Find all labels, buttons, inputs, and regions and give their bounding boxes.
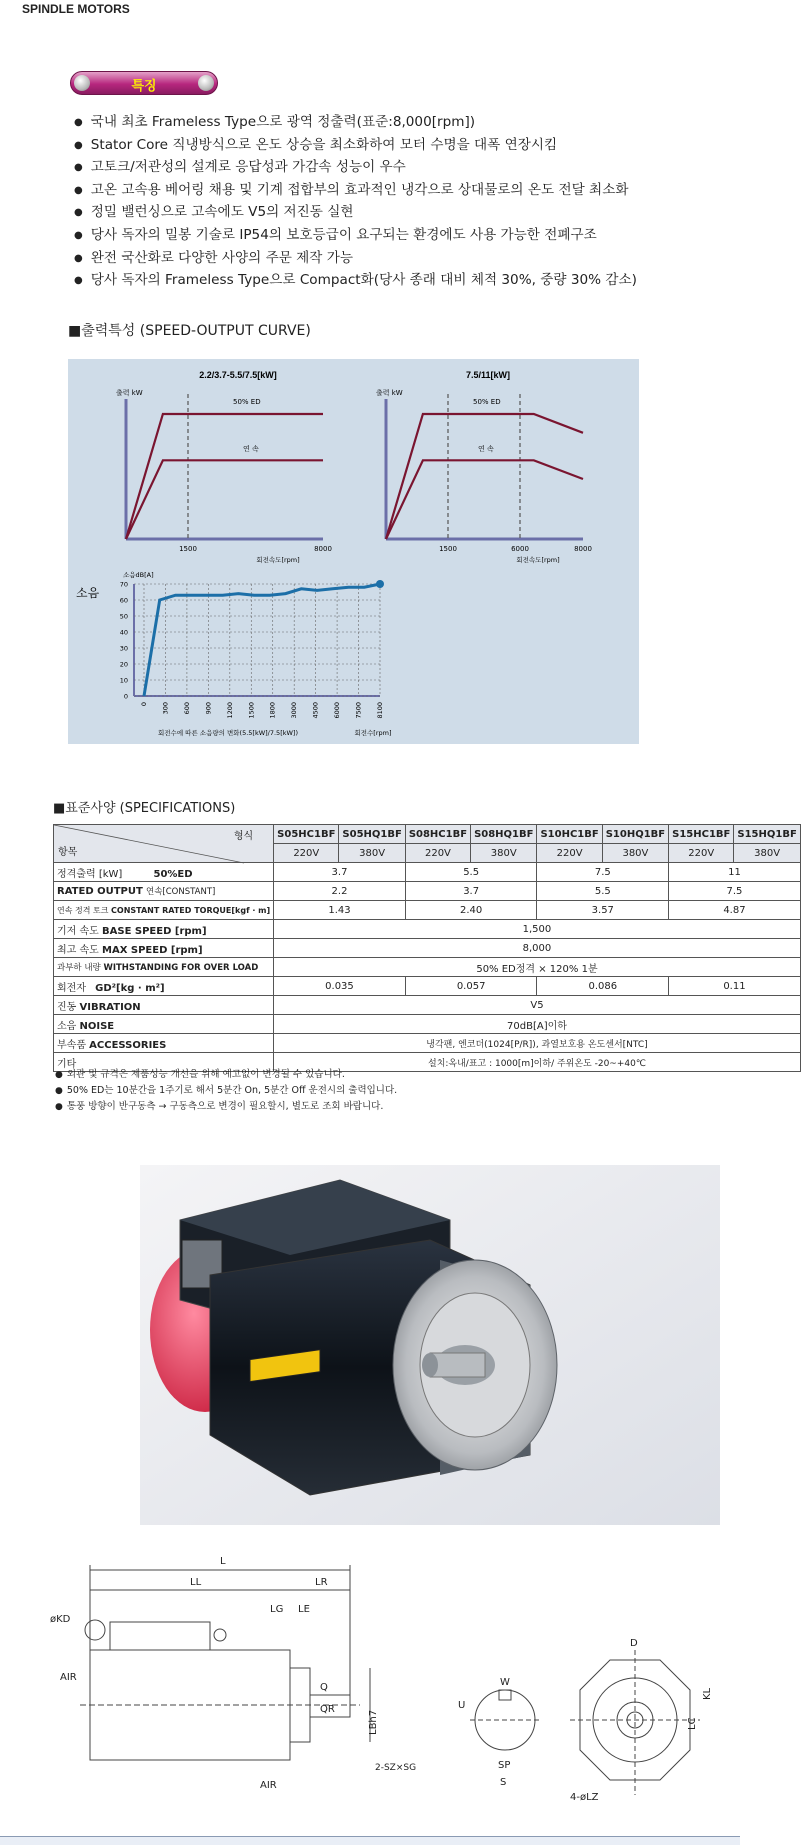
feature-list xyxy=(74,112,714,293)
table-cell: 5.5 xyxy=(405,863,537,882)
table-row xyxy=(54,958,801,977)
voltage-cell: 380V xyxy=(602,844,668,863)
feature-item: ● 당사 독자의 밀봉 기술로 IP54의 보호등급이 요구되는 환경에도 사용 가능한 전폐구조 xyxy=(74,225,714,248)
noise-x-tick: 300 xyxy=(161,702,170,715)
noise-y-tick: 20 xyxy=(119,660,128,669)
feature-item: ● 정밀 밸런싱으로 고속에도 V5의 저진동 실현 xyxy=(74,202,714,225)
table-cell: 11 xyxy=(669,863,801,882)
dim-label: W xyxy=(500,1677,510,1688)
corner-top-label: 형식 xyxy=(233,831,254,842)
chart-1-series-cont xyxy=(126,460,323,539)
motor-photo xyxy=(140,1165,720,1525)
noise-title: 회전수에 따른 소음량의 변화(5.5[kW]/7.5[kW]) xyxy=(157,729,299,737)
noise-x-tick: 600 xyxy=(182,702,191,715)
noise-side-label: 소음 xyxy=(76,586,100,600)
voltage-cell: 220V xyxy=(274,844,339,863)
table-cell: 3.7 xyxy=(274,863,406,882)
chart-1 xyxy=(116,370,332,564)
table-cell: 냉각팬, 엔코더(1024[P/R]), 과열보호용 온도센서[NTC] xyxy=(274,1034,801,1053)
chart-2-series-ed-label: 50% ED xyxy=(473,398,501,406)
feature-item: ● 국내 최초 Frameless Type으로 광역 정출력(표준:8,000[rpm]) xyxy=(74,112,714,135)
dim-label: SP xyxy=(498,1760,511,1771)
table-row xyxy=(54,977,801,996)
noise-x-tick: 0 xyxy=(140,702,148,707)
noise-x-tick: 4500 xyxy=(311,702,320,719)
chart-1-xtick: 1500 xyxy=(179,545,197,553)
dim-label: Q xyxy=(320,1682,328,1693)
table-cell: 0.035 xyxy=(274,977,406,996)
chart-1-ylabel: 출력 kW xyxy=(116,389,143,397)
feature-item: ● 완전 국산화로 다양한 사양의 주문 제작 가능 xyxy=(74,248,714,271)
chart-1-series-cont-label: 연 속 xyxy=(243,445,259,453)
row-label: 회전자 GD²[kg · m²] xyxy=(54,977,274,996)
dim-label: LL xyxy=(190,1577,202,1588)
noise-grid xyxy=(134,584,380,696)
dim-label: D xyxy=(630,1638,638,1649)
noise-y-tick: 10 xyxy=(119,676,128,685)
noise-ylabel: 소음dB[A] xyxy=(123,571,154,579)
chart-2-xlabel: 회전속도[rpm] xyxy=(516,556,560,564)
dim-label: LBh7 xyxy=(368,1709,379,1735)
noise-x-ticks xyxy=(140,702,384,719)
table-row xyxy=(54,939,801,958)
dim-label: LE xyxy=(298,1604,310,1615)
model-cell: S15HQ1BF xyxy=(734,825,800,844)
model-cell: S15HC1BF xyxy=(669,825,734,844)
model-cell: S10HC1BF xyxy=(537,825,602,844)
row-label: 과부하 내량 WITHSTANDING FOR OVER LOAD xyxy=(54,958,274,977)
chart-2 xyxy=(376,370,592,564)
dim-label: LC xyxy=(687,1717,698,1730)
row-label: 기저 속도 BASE SPEED [rpm] xyxy=(54,920,274,939)
badge-knob-right-icon xyxy=(198,75,214,91)
features-badge-label: 특징 xyxy=(131,79,157,94)
dim-label: 2-SZ×SG xyxy=(375,1763,417,1773)
feature-item: ● 고토크/저관성의 설계로 응답성과 가감속 성능이 우수 xyxy=(74,157,714,180)
row-label: 소음 NOISE xyxy=(54,1015,274,1034)
noise-y-tick: 0 xyxy=(123,692,128,701)
table-cell: 2.2 xyxy=(274,882,406,901)
note-item: ● 50% ED는 10분간을 1주기로 해서 5분간 On, 5분간 Off 운전시의 출력입니다. xyxy=(55,1083,397,1099)
row-label: 진동 VIBRATION xyxy=(54,996,274,1015)
corner-diagonal xyxy=(54,825,244,863)
noise-chart xyxy=(76,571,392,737)
noise-x-tick: 1800 xyxy=(268,702,277,719)
dim-label: QR xyxy=(320,1704,335,1715)
voltage-cell: 220V xyxy=(405,844,470,863)
dimension-drawing xyxy=(50,1550,730,1830)
feature-item: ● Stator Core 직냉방식으로 온도 상승을 최소화하여 모터 수명을 대폭 연장시킴 xyxy=(74,135,714,158)
model-cell: S08HQ1BF xyxy=(471,825,537,844)
chart-2-xtick: 8000 xyxy=(574,545,592,553)
chart-2-title: 7.5/11[kW] xyxy=(465,370,511,380)
noise-x-tick: 1500 xyxy=(247,702,256,719)
chart-1-title: 2.2/3.7-5.5/7.5[kW] xyxy=(199,370,277,380)
dim-label: LR xyxy=(315,1577,328,1588)
feature-item: ● 당사 독자의 Frameless Type으로 Compact화(당사 종래 대비 체적 30%, 중량 30% 감소) xyxy=(74,270,714,293)
table-cell: 3.7 xyxy=(405,882,537,901)
chart-1-xtick: 8000 xyxy=(314,545,332,553)
table-cell: 70dB[A]이하 xyxy=(274,1015,801,1034)
row-label: 연속 정격 토크 CONSTANT RATED TORQUE[kgf · m] xyxy=(54,901,274,920)
table-row xyxy=(54,882,801,901)
row-label: 기타 xyxy=(54,1053,274,1072)
table-cell: V5 xyxy=(274,996,801,1015)
footer-stripe xyxy=(0,1836,740,1845)
dim-label: U xyxy=(458,1700,466,1711)
corner-bottom-label: 항목 xyxy=(58,847,78,858)
chart-2-xtick: 1500 xyxy=(439,545,457,553)
spec-corner-cell xyxy=(54,825,274,863)
chart-1-series-ed-label: 50% ED xyxy=(233,398,261,406)
table-cell: 7.5 xyxy=(669,882,801,901)
noise-end-point xyxy=(376,580,384,588)
table-cell: 2.40 xyxy=(405,901,537,920)
table-cell: 4.87 xyxy=(669,901,801,920)
model-cell: S10HQ1BF xyxy=(602,825,668,844)
table-cell: 0.086 xyxy=(537,977,669,996)
noise-xlabel: 회전수[rpm] xyxy=(354,729,392,737)
spec-table xyxy=(53,824,801,1072)
table-cell: 1.43 xyxy=(274,901,406,920)
notes xyxy=(55,1067,397,1115)
output-section-title: ■출력특성 (SPEED-OUTPUT CURVE) xyxy=(68,323,311,339)
model-cell: S08HC1BF xyxy=(405,825,470,844)
table-row xyxy=(54,863,801,882)
dim-label: 4-øLZ xyxy=(570,1792,599,1803)
noise-y-tick: 40 xyxy=(119,628,128,637)
voltage-cell: 220V xyxy=(669,844,734,863)
features-badge xyxy=(70,71,218,95)
row-label: 최고 속도 MAX SPEED [rpm] xyxy=(54,939,274,958)
table-row xyxy=(54,920,801,939)
table-cell: 0.11 xyxy=(669,977,801,996)
chart-2-xtick: 6000 xyxy=(511,545,529,553)
dim-label: AIR xyxy=(260,1780,277,1791)
dim-label: L xyxy=(220,1556,226,1567)
chart-2-series-cont-label: 연 속 xyxy=(478,445,494,453)
table-cell: 설치:옥내/표고 : 1000[m]이하/ 주위온도 -20~+40℃ xyxy=(274,1053,801,1072)
model-cell: S05HQ1BF xyxy=(339,825,405,844)
noise-x-tick: 1200 xyxy=(225,702,234,719)
voltage-cell: 380V xyxy=(339,844,405,863)
table-cell: 7.5 xyxy=(537,863,669,882)
noise-y-tick: 30 xyxy=(119,644,128,653)
row-label: 부속품 ACCESSORIES xyxy=(54,1034,274,1053)
table-row xyxy=(54,996,801,1015)
note-item: ● 통풍 방향이 반구동측 → 구동측으로 변경이 필요할시, 별도로 조회 바랍니다. xyxy=(55,1099,397,1115)
table-cell: 1,500 xyxy=(274,920,801,939)
table-cell: 0.057 xyxy=(405,977,537,996)
note-item: ● 외관 및 규격은 제품성능 개선을 위해 예고없이 변경될 수 있습니다. xyxy=(55,1067,397,1083)
table-row xyxy=(54,1034,801,1053)
chart-2-series-cont xyxy=(386,460,583,539)
noise-x-tick: 7500 xyxy=(354,702,363,719)
noise-series-line xyxy=(144,584,380,696)
spec-section-title: ■표준사양 (SPECIFICATIONS) xyxy=(53,801,236,816)
table-cell: 50% ED정격 × 120% 1분 xyxy=(274,958,801,977)
table-row xyxy=(54,1015,801,1034)
dim-label: S xyxy=(500,1777,507,1788)
noise-y-tick: 70 xyxy=(119,580,128,589)
noise-x-tick: 900 xyxy=(204,702,213,715)
voltage-cell: 380V xyxy=(471,844,537,863)
voltage-cell: 220V xyxy=(537,844,602,863)
table-cell: 8,000 xyxy=(274,939,801,958)
charts-svg xyxy=(68,359,639,744)
table-row xyxy=(54,901,801,920)
dim-label: øKD xyxy=(50,1614,71,1625)
model-cell: S05HC1BF xyxy=(274,825,339,844)
page-title: SPINDLE MOTORS xyxy=(22,2,130,16)
dim-label: AIR xyxy=(60,1672,77,1683)
row-label: RATED OUTPUT 연속[CONSTANT] xyxy=(54,882,274,901)
row-label: 정격출력 [kW] 50%ED xyxy=(54,863,274,882)
chart-1-xlabel: 회전속도[rpm] xyxy=(256,556,300,564)
noise-x-tick: 3000 xyxy=(290,702,299,719)
dim-label: LG xyxy=(270,1604,284,1615)
table-cell: 5.5 xyxy=(537,882,669,901)
noise-x-tick: 6000 xyxy=(333,702,342,719)
dim-label: KL xyxy=(702,1687,713,1700)
noise-x-tick: 8100 xyxy=(376,702,384,719)
feature-item: ● 고온 고속용 베어링 채용 및 기계 접합부의 효과적인 냉각으로 상대물로의 온도 전달 최소화 xyxy=(74,180,714,203)
noise-y-tick: 50 xyxy=(119,612,128,621)
voltage-cell: 380V xyxy=(734,844,800,863)
chart-2-ylabel: 출력 kW xyxy=(376,389,403,397)
noise-y-ticks xyxy=(120,581,128,701)
noise-y-tick: 60 xyxy=(119,596,128,605)
speed-output-charts xyxy=(68,359,639,744)
table-cell: 3.57 xyxy=(537,901,669,920)
